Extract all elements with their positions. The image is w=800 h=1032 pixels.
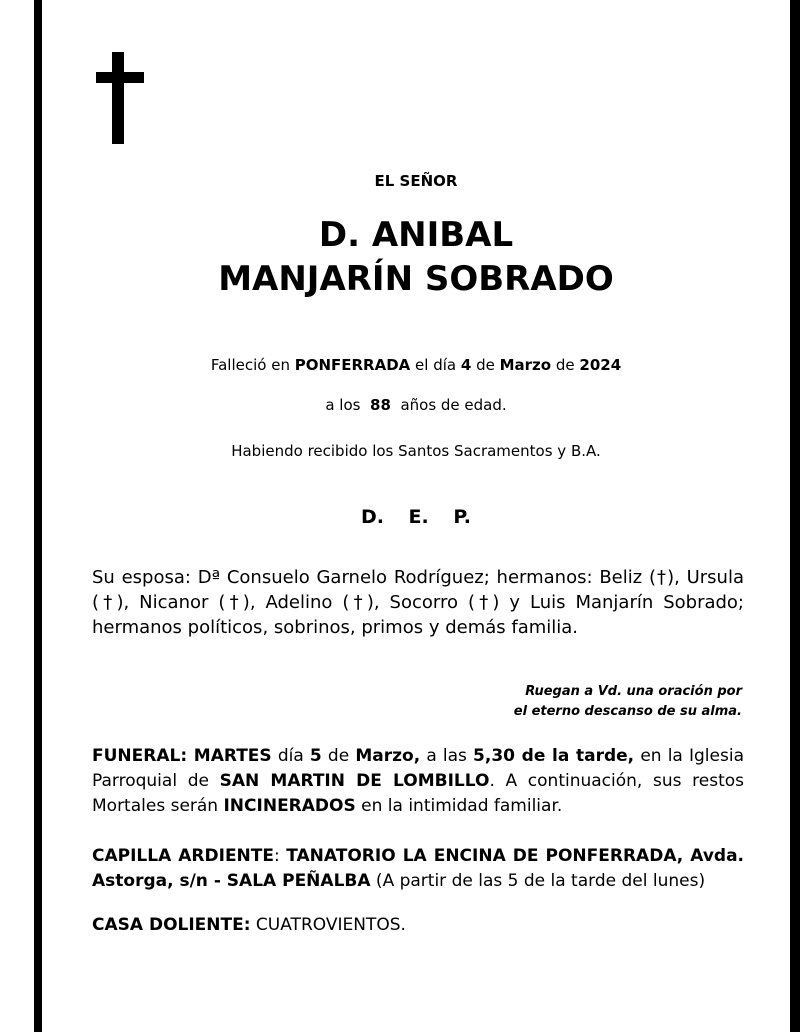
age-info: a los 88 años de edad. bbox=[325, 396, 507, 414]
prayer: Ruegan a Vd. una oración por el eterno descanso de su alma. bbox=[513, 684, 742, 719]
title: EL SEÑOR bbox=[374, 172, 458, 190]
sacraments: Habiendo recibido los Santos Sacramentos y B.A. bbox=[231, 442, 601, 460]
age: 88 bbox=[370, 396, 391, 414]
casa-paragraph: CASA DOLIENTE: CUATROVIENTOS. bbox=[92, 915, 406, 935]
left-mourning-border bbox=[34, 0, 42, 1032]
deceased-name bbox=[42, 213, 790, 301]
family-paragraph: Su esposa: Dª Consuelo Garnelo Rodríguez; hermanos: Beliz (†), Ursula (†), Nicanor (†), Adelino (†), Socorro (†) y Luis Manjarín Sobrado; hermanos políticos, sobrinos, primos y demás familia. bbox=[92, 567, 744, 638]
funeral-paragraph: FUNERAL: MARTES día 5 de Marzo, a las 5,30 de la tarde, en la Iglesia Parroquial de SAN MARTIN DE LOMBILLO. A continuación, sus restos Mortales serán INCINERADOS en la intimidad familiar. bbox=[92, 746, 744, 816]
death-day: 4 bbox=[460, 356, 472, 374]
dep: D. E. P. bbox=[360, 506, 472, 528]
name-line-2: MANJARÍN SOBRADO bbox=[218, 259, 614, 299]
capilla-paragraph: CAPILLA ARDIENTE: TANATORIO LA ENCINA DE PONFERRADA, Avda. Astorga, s/n - SALA PEÑALBA (A partir de las 5 de la tarde del lunes) bbox=[92, 846, 745, 891]
name-line-1: D. ANIBAL bbox=[318, 215, 514, 255]
death-place: PONFERRADA bbox=[294, 356, 411, 374]
death-year: 2024 bbox=[579, 356, 622, 374]
death-info: Falleció en PONFERRADA el día 4 de Marzo de 2024 bbox=[210, 356, 622, 374]
right-mourning-border bbox=[790, 0, 800, 1032]
death-month: Marzo bbox=[499, 356, 552, 374]
left-margin bbox=[0, 0, 34, 1032]
cross-icon bbox=[96, 52, 144, 144]
